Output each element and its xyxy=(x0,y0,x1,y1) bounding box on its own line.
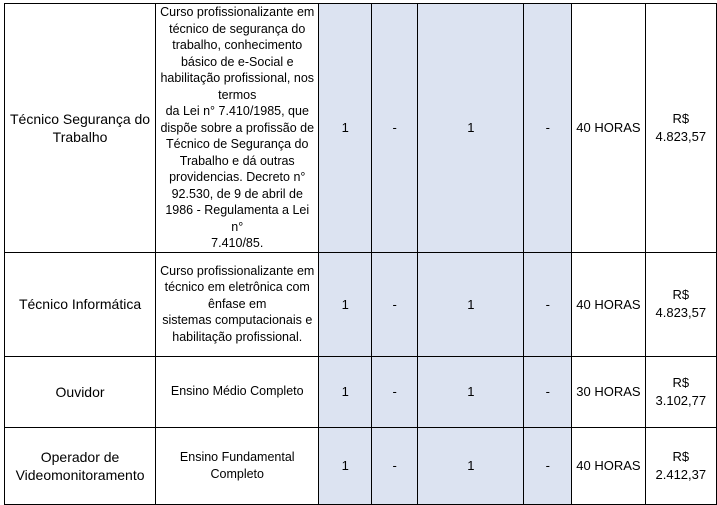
workload-cell: 40 HORAS xyxy=(572,4,645,253)
job-title-cell xyxy=(5,427,156,504)
vacancy-count-cell: 1 xyxy=(319,427,372,504)
requirements-line: sistemas computacionais e xyxy=(162,313,313,328)
requirements-line: técnico de segurança do xyxy=(169,21,306,36)
salary-value: 3.102,77 xyxy=(655,392,707,408)
requirements-line: 7.410/85. xyxy=(211,236,264,250)
salary-cell xyxy=(645,427,716,504)
requirements-line: básico de e-Social e xyxy=(180,54,294,69)
total-vacancy-cell: 1 xyxy=(418,252,524,356)
job-title-line: Técnico Informática xyxy=(18,296,142,312)
vacancy-count-cell: 1 xyxy=(319,252,372,356)
salary-cell xyxy=(645,4,716,253)
requirements-line: Ensino Fundamental xyxy=(179,450,295,464)
vacancy-count-cell: 1 xyxy=(319,356,372,427)
requirements-line: 92.530, de 9 de abril de xyxy=(171,186,303,201)
job-title-line: Trabalho xyxy=(52,128,108,145)
salary-value: 4.823,57 xyxy=(655,305,707,320)
salary-currency: R$ xyxy=(672,448,690,464)
requirements-cell xyxy=(156,252,319,356)
job-title-line: Técnico Segurança do xyxy=(9,110,151,127)
salary-currency: R$ xyxy=(672,287,690,302)
requirements-line: providencias. Decreto n° xyxy=(169,170,306,184)
job-title-cell xyxy=(5,252,156,356)
vacancy-count-cell: 1 xyxy=(319,4,372,253)
job-title-cell xyxy=(5,4,156,253)
requirements-line: Trabalho e dá outras xyxy=(179,153,295,168)
salary-value: 2.412,37 xyxy=(655,466,707,482)
total-vacancy-cell: 1 xyxy=(418,4,524,253)
requirements-line: Curso profissionalizante em xyxy=(160,5,315,19)
requirements-line: habilitação profissional, nos xyxy=(160,71,315,85)
workload-cell: 40 HORAS xyxy=(572,427,645,504)
table-row xyxy=(5,427,717,504)
reserved-vacancy-cell: - xyxy=(372,4,418,253)
table-row xyxy=(5,4,717,253)
requirements-line: Curso profissionalizante em xyxy=(160,263,315,278)
salary-currency: R$ xyxy=(672,374,690,390)
salary-value: 4.823,57 xyxy=(655,128,707,144)
total-vacancy-cell: 1 xyxy=(418,427,524,504)
workload-cell: 30 HORAS xyxy=(572,356,645,427)
reserve-pcd-cell: - xyxy=(524,356,572,427)
requirements-line: ênfase em xyxy=(208,296,267,311)
requirements-line: habilitação profissional. xyxy=(172,329,303,344)
requirements-cell xyxy=(156,356,319,427)
requirements-line: Completo xyxy=(210,466,264,481)
table-row xyxy=(5,252,717,356)
reserved-vacancy-cell: - xyxy=(372,356,418,427)
job-title-cell xyxy=(5,356,156,427)
vacancies-table xyxy=(4,3,717,505)
requirements-cell xyxy=(156,4,319,253)
workload-cell: 40 HORAS xyxy=(572,252,645,356)
requirements-cell xyxy=(156,427,319,504)
job-title-line: Operador de xyxy=(40,448,120,465)
salary-currency: R$ xyxy=(672,110,690,126)
requirements-line: trabalho, conhecimento xyxy=(172,38,303,52)
reserve-pcd-cell: - xyxy=(524,427,572,504)
job-title-line: Ouvidor xyxy=(55,383,105,400)
requirements-line: técnico em eletrônica com xyxy=(164,280,310,295)
reserve-pcd-cell: - xyxy=(524,4,572,253)
total-vacancy-cell: 1 xyxy=(418,356,524,427)
salary-cell xyxy=(645,356,716,427)
reserved-vacancy-cell: - xyxy=(372,427,418,504)
requirements-line: termos xyxy=(218,87,257,102)
reserved-vacancy-cell: - xyxy=(372,252,418,356)
requirements-line: Técnico de Segurança do xyxy=(166,137,309,151)
requirements-line: dispõe sobre a profissão de xyxy=(160,120,315,135)
table-row xyxy=(5,356,717,427)
reserve-pcd-cell: - xyxy=(524,252,572,356)
requirements-line: da Lei n° 7.410/1985, que xyxy=(165,104,309,118)
requirements-line: Ensino Médio Completo xyxy=(170,384,304,399)
salary-cell xyxy=(645,252,716,356)
requirements-line: 1986 - Regulamenta a Lei n° xyxy=(165,203,310,234)
job-title-line: Videomonitoramento xyxy=(15,466,145,483)
